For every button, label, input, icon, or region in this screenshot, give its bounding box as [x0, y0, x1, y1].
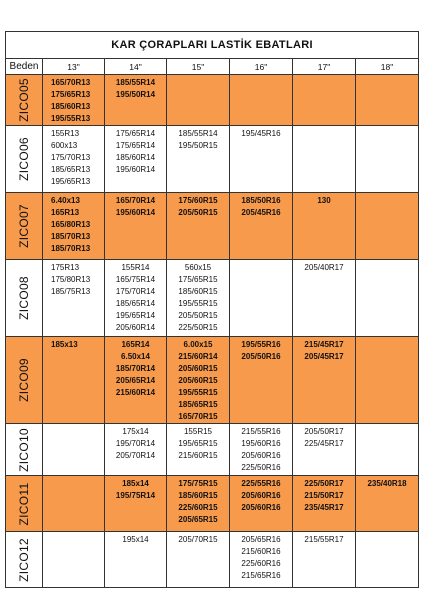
tire-size: 225/45R17 — [304, 439, 344, 448]
tire-size: 195/55R16 — [241, 340, 281, 349]
tire-size: 175x14 — [122, 427, 149, 436]
size-cell — [230, 193, 293, 260]
size-cell — [356, 337, 419, 424]
tire-size: 205/50R15 — [178, 208, 218, 217]
tire-size: 185/60R15 — [178, 287, 218, 296]
tire-size: 165/70R13 — [51, 78, 91, 87]
tire-size: 165/80R13 — [51, 220, 91, 229]
tire-size: 205/65R16 — [241, 535, 281, 544]
size-cell — [43, 75, 105, 126]
size-cell — [167, 75, 230, 126]
tire-size: 195/55R15 — [178, 388, 218, 397]
tire-size: 175/70R14 — [115, 287, 156, 296]
size-cell — [105, 260, 167, 337]
size-cell — [43, 424, 105, 476]
tire-size: 185/60R14 — [115, 153, 156, 162]
size-cell — [230, 126, 293, 193]
tire-size: 6.40x13 — [51, 196, 80, 205]
size-cell — [43, 476, 105, 532]
tire-size: 205/65R14 — [115, 376, 156, 385]
header-row — [6, 59, 419, 75]
size-cell — [356, 424, 419, 476]
model-name: ZICO11 — [17, 482, 31, 525]
tire-size: 215/55R16 — [241, 427, 281, 436]
tire-size: 175/75R15 — [178, 479, 218, 488]
tire-size: 205/40R17 — [304, 263, 344, 272]
size-cell — [356, 260, 419, 337]
tire-size: 175/65R15 — [178, 275, 218, 284]
size-cell — [293, 75, 356, 126]
tire-size: 175R13 — [51, 263, 80, 272]
tire-size: 205/70R15 — [178, 535, 218, 544]
size-cell — [105, 337, 167, 424]
tire-size: 225/60R15 — [178, 503, 218, 512]
size-cell — [356, 532, 419, 588]
size-cell — [230, 476, 293, 532]
tire-size: 185/65R14 — [115, 299, 156, 308]
tire-size: 185/65R15 — [178, 400, 218, 409]
tire-size: 560x15 — [184, 263, 212, 272]
table-row — [6, 476, 419, 532]
size-cell — [167, 260, 230, 337]
size-cell — [43, 260, 105, 337]
model-label-cell — [6, 75, 43, 126]
tire-size: 165R14 — [121, 340, 150, 349]
tire-size: 215/55R17 — [304, 535, 344, 544]
tire-size: 195/60R14 — [115, 165, 156, 174]
tire-size: 185/75R13 — [51, 287, 91, 296]
size-cell — [105, 193, 167, 260]
tire-size: 6.50x14 — [121, 352, 150, 361]
table-row — [6, 532, 419, 588]
tire-size: 205/60R16 — [241, 503, 281, 512]
tire-size: 165/70R15 — [178, 412, 218, 421]
tire-size: 215/60R14 — [178, 352, 218, 361]
model-name: ZICO09 — [17, 358, 31, 402]
tire-size: 215/60R16 — [241, 547, 281, 556]
tire-size: 175/60R15 — [178, 196, 218, 205]
tire-size: 205/45R16 — [241, 208, 281, 217]
tire-size: 225/55R16 — [241, 479, 281, 488]
table-row — [6, 193, 419, 260]
tire-size: 600x13 — [51, 141, 78, 150]
size-cell — [356, 75, 419, 126]
tire-size: 195/55R13 — [51, 114, 91, 123]
tire-size: 195x14 — [122, 535, 149, 544]
tire-size: 175/65R14 — [115, 129, 156, 138]
tire-size: 195/50R14 — [115, 90, 156, 99]
tire-size: 185/70R13 — [51, 244, 91, 253]
model-name: ZICO05 — [17, 78, 31, 122]
size-cell — [167, 476, 230, 532]
size-cell — [167, 126, 230, 193]
size-cell — [230, 337, 293, 424]
tire-size: 165R13 — [51, 208, 80, 217]
size-cell — [43, 532, 105, 588]
tire-size: 205/45R17 — [304, 352, 344, 361]
tire-size: 225/50R17 — [304, 479, 344, 488]
size-cell — [105, 126, 167, 193]
size-cell — [293, 337, 356, 424]
tire-size: 130 — [317, 196, 331, 205]
tire-size: 205/60R16 — [241, 451, 281, 460]
model-name: ZICO08 — [17, 276, 31, 320]
tire-size: 215/65R16 — [241, 571, 281, 580]
size-cell — [167, 532, 230, 588]
tire-size: 185/65R13 — [51, 165, 91, 174]
column-header: 17" — [293, 59, 356, 75]
size-cell — [230, 424, 293, 476]
size-cell — [293, 424, 356, 476]
tire-size: 6.00x15 — [183, 340, 213, 349]
tire-size: 195/65R15 — [178, 439, 218, 448]
column-header: 13" — [43, 59, 105, 75]
tire-size: 185/60R13 — [51, 102, 91, 111]
tire-size: 195/65R13 — [51, 177, 91, 186]
table-row — [6, 337, 419, 424]
size-cell — [105, 532, 167, 588]
tire-size: 205/65R15 — [178, 515, 218, 524]
tire-size: 185/55R14 — [115, 78, 156, 87]
column-header: 14" — [105, 59, 167, 75]
tire-size: 225/60R16 — [241, 559, 281, 568]
size-column-header: Beden — [6, 59, 43, 75]
size-cell — [293, 532, 356, 588]
size-cell — [105, 424, 167, 476]
tire-size: 185/70R14 — [115, 364, 156, 373]
size-cell — [167, 337, 230, 424]
tire-size: 235/45R17 — [304, 503, 344, 512]
tire-size: 205/50R17 — [304, 427, 344, 436]
tire-size: 205/70R14 — [115, 451, 156, 460]
tire-size: 205/60R15 — [178, 376, 218, 385]
table-row — [6, 126, 419, 193]
tire-size: 195/55R15 — [178, 299, 218, 308]
tire-size: 185/70R13 — [51, 232, 91, 241]
tire-size: 175/65R13 — [51, 90, 91, 99]
size-cell — [230, 75, 293, 126]
tire-size: 175/80R13 — [51, 275, 91, 284]
tire-size: 155R13 — [51, 129, 80, 138]
tire-size: 205/60R15 — [178, 364, 218, 373]
tire-size: 215/45R17 — [304, 340, 344, 349]
size-cell — [43, 193, 105, 260]
size-cell — [293, 126, 356, 193]
tire-size: 195/60R16 — [241, 439, 281, 448]
tire-size: 195/65R14 — [115, 311, 156, 320]
tire-size: 195/45R16 — [241, 129, 281, 138]
tire-size: 225/50R16 — [241, 463, 281, 472]
size-cell — [230, 260, 293, 337]
size-cell — [230, 532, 293, 588]
size-cell — [167, 424, 230, 476]
table-row — [6, 75, 419, 126]
tire-size: 205/50R15 — [178, 311, 218, 320]
size-cell — [293, 260, 356, 337]
tire-size: 225/50R15 — [178, 323, 218, 332]
tire-size: 155R14 — [121, 263, 150, 272]
tire-size: 185/50R16 — [241, 196, 281, 205]
model-label-cell — [6, 532, 43, 588]
tire-size: 185x13 — [51, 340, 78, 349]
size-cell — [167, 193, 230, 260]
model-label-cell — [6, 193, 43, 260]
size-cell — [105, 476, 167, 532]
size-cell — [356, 193, 419, 260]
table-row — [6, 260, 419, 337]
tire-size: 185/55R14 — [178, 129, 218, 138]
model-label-cell — [6, 424, 43, 476]
model-label-cell — [6, 260, 43, 337]
tire-size: 195/50R15 — [178, 141, 218, 150]
model-name: ZICO07 — [17, 204, 31, 248]
tire-size: 165/75R14 — [115, 275, 156, 284]
tire-size: 205/60R16 — [241, 491, 281, 500]
tire-size: 215/60R14 — [115, 388, 156, 397]
model-label-cell — [6, 476, 43, 532]
size-cell — [356, 126, 419, 193]
table-title: KAR ÇORAPLARI LASTİK EBATLARI — [6, 32, 419, 59]
table-row — [6, 424, 419, 476]
model-label-cell — [6, 126, 43, 193]
tire-size: 175/65R14 — [115, 141, 156, 150]
size-cell — [293, 193, 356, 260]
column-header: 15" — [167, 59, 230, 75]
size-cell — [43, 337, 105, 424]
tire-size: 195/70R14 — [115, 439, 156, 448]
tire-size: 215/60R15 — [178, 451, 218, 460]
tire-size: 195/60R14 — [115, 208, 156, 217]
size-cell — [105, 75, 167, 126]
size-cell — [43, 126, 105, 193]
tire-size: 205/60R14 — [115, 323, 156, 332]
tire-size: 185x14 — [122, 479, 149, 488]
model-name: ZICO12 — [17, 537, 31, 582]
tire-size-table — [5, 31, 419, 588]
model-label-cell — [6, 337, 43, 424]
column-header: 16" — [230, 59, 293, 75]
tire-size: 185/60R15 — [178, 491, 218, 500]
size-cell — [356, 476, 419, 532]
tire-size: 215/50R17 — [304, 491, 344, 500]
model-name: ZICO10 — [17, 427, 31, 472]
tire-size: 175/70R13 — [51, 153, 91, 162]
tire-size: 165/70R14 — [115, 196, 156, 205]
tire-size: 155R15 — [183, 427, 213, 436]
tire-size: 195/75R14 — [115, 491, 156, 500]
size-cell — [293, 476, 356, 532]
tire-size: 235/40R18 — [367, 479, 407, 488]
model-name: ZICO06 — [17, 137, 31, 181]
tire-size: 205/50R16 — [241, 352, 281, 361]
column-header: 18" — [356, 59, 419, 75]
